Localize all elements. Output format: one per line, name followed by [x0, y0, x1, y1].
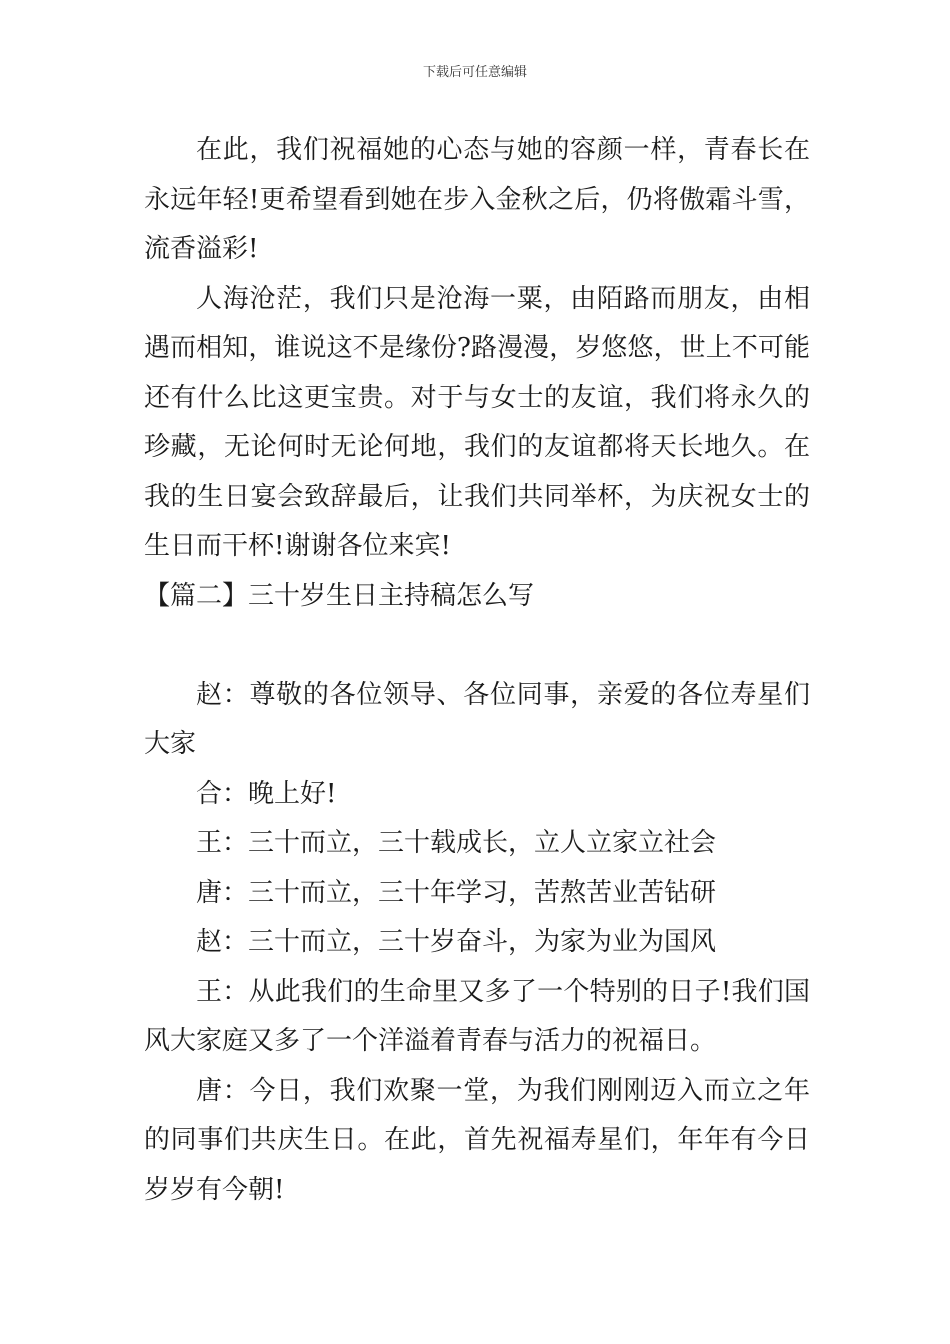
- page-header-note: 下载后可任意编辑: [422, 65, 527, 80]
- script-line-zhao-2: 赵：三十而立，三十岁奋斗，为家为业为国风: [196, 927, 717, 957]
- script-line-together: 合：晚上好!: [196, 778, 337, 809]
- script-line-tang-2: 唐：今日，我们欢聚一堂，为我们刚刚迈入而立之年的同事们共庆生日。在此，首先祝福寿星们，年年有今日岁岁有今朝!: [144, 1075, 810, 1205]
- script-line-wang-2: 王：从此我们的生命里又多了一个特别的日子!我们国风大家庭又多了一个洋溢着青春与活力的祝福日。: [144, 976, 810, 1056]
- document-body: [144, 126, 810, 1215]
- script-line-tang-1: 唐：三十而立，三十年学习，苦熬苦业苦钻研: [196, 877, 717, 908]
- section-heading: 【篇二】三十岁生日主持稿怎么写: [144, 580, 535, 611]
- script-line-zhao-1: 赵：尊敬的各位领导、各位同事，亲爱的各位寿星们大家: [144, 679, 810, 759]
- blank-line: [144, 621, 810, 671]
- script-line-wang-1: 王：三十而立，三十载成长，立人立家立社会: [196, 828, 717, 858]
- paragraph-blessing: 在此，我们祝福她的心态与她的容颜一样，青春长在永远年轻!更希望看到她在步入金秋之后，仍将傲霜斗雪，流香溢彩!: [144, 135, 810, 264]
- paragraph-friendship: 人海沧茫，我们只是沧海一粟，由陌路而朋友，由相遇而相知，谁说这不是缘份?路漫漫，岁悠悠，世上不可能还有什么比这更宝贵。对于与女士的友谊，我们将永久的珍藏，无论何时无论何地，我们的友谊都将天长地久。在我的生日宴会致辞最后，让我们共同举杯，为庆祝女士的生日而干杯!谢谢各位来宾!: [144, 283, 810, 561]
